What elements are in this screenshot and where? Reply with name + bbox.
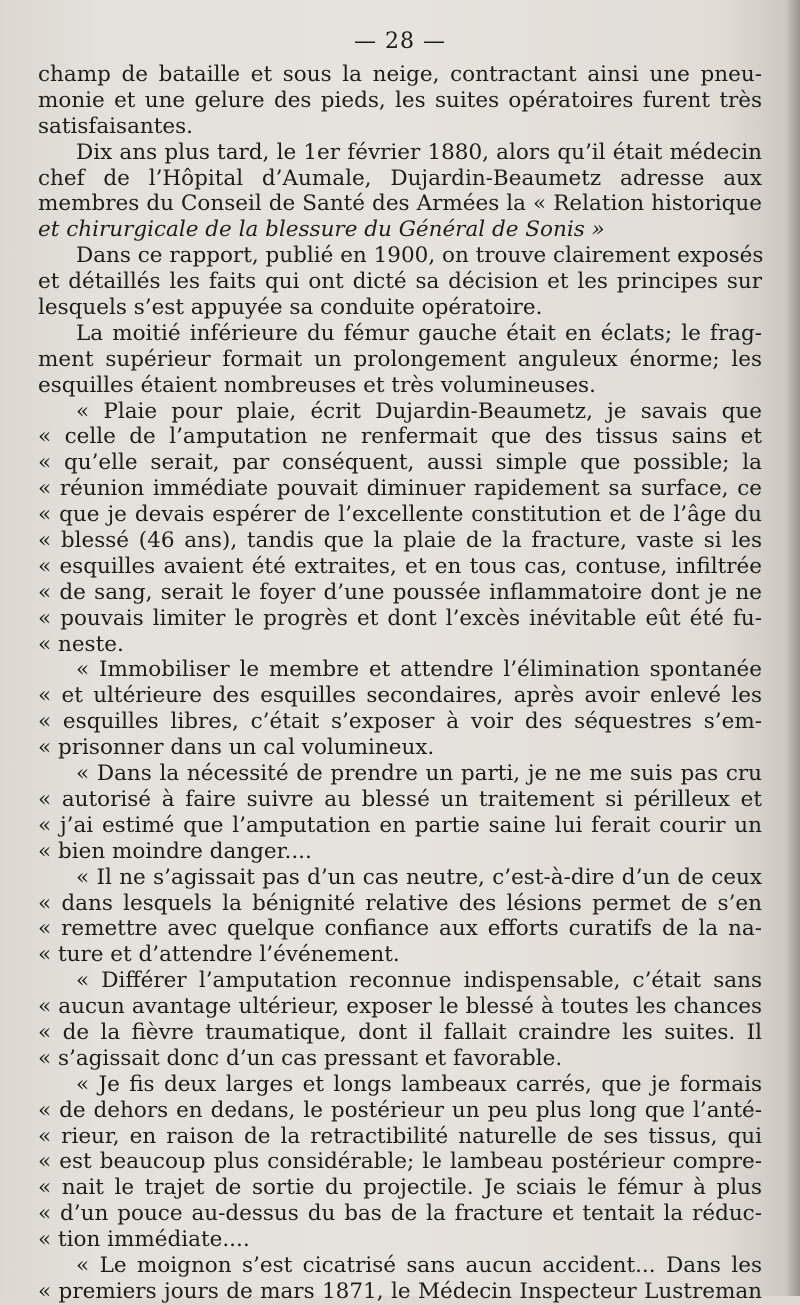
text-line: « qu’elle serait, par conséquent, aussi simple que possible; la	[38, 450, 762, 476]
text-line: « Il ne s’agissait pas d’un cas neutre, c’est-à-dire d’un de ceux	[76, 864, 762, 890]
text-line: « bien moindre danger....	[38, 838, 312, 864]
text-line: satisfaisantes.	[38, 113, 193, 139]
text-line: « de la fièvre traumatique, dont il fallait craindre les suites. Il	[38, 1019, 762, 1045]
text-line: « Plaie pour plaie, écrit Dujardin-Beaumetz, je savais que	[76, 398, 762, 424]
text-line: « Différer l’amputation reconnue indispensable, c’était sans	[76, 968, 762, 994]
text-line: « de dehors en dedans, le postérieur un peu plus long que l’anté-	[38, 1097, 762, 1123]
text-line: « autorisé à faire suivre au blessé un traitement si périlleux et	[38, 786, 762, 812]
text-line: « prisonner dans un cal volumineux.	[38, 735, 435, 761]
text-line: « Immobiliser le membre et attendre l’élimination spontanée	[76, 657, 762, 683]
text-line: « d’un pouce au-dessus du bas de la fracture et tentait la réduc-	[38, 1201, 762, 1227]
text-line: champ de bataille et sous la neige, contractant ainsi une pneu-	[38, 62, 762, 87]
text-line: La moitié inférieure du fémur gauche était en éclats; le frag-	[76, 320, 762, 346]
text-line: « que je devais espérer de l’excellente constitution et de l’âge du	[38, 502, 762, 528]
text-line: « tion immédiate....	[38, 1227, 250, 1253]
text-line: « Le moignon s’est cicatrisé sans aucun accident... Dans les	[76, 1252, 762, 1278]
text-line: et chirurgicale de la blessure du Général de Sonis »	[38, 217, 605, 243]
text-line: esquilles étaient nombreuses et très volumineuses.	[38, 372, 596, 398]
text-line: « aucun avantage ultérieur, exposer le blessé à toutes les chances	[38, 994, 762, 1020]
text-line: « esquilles libres, c’était s’exposer à voir des séquestres s’em-	[38, 709, 762, 735]
text-line: « et ultérieure des esquilles secondaires, après avoir enlevé les	[38, 683, 762, 709]
text-line: « s’agissait donc d’un cas pressant et favorable.	[38, 1045, 563, 1071]
text-line: et détaillés les faits qui ont dicté sa décision et les principes sur	[38, 269, 762, 295]
text-line: « esquilles avaient été extraites, et en tous cas, contuse, infiltrée	[38, 553, 762, 579]
text-line: « blessé (46 ans), tandis que la plaie de la fracture, vaste si les	[38, 528, 762, 554]
text-line: monie et une gelure des pieds, les suites opératoires furent très	[38, 87, 762, 113]
text-line: ment supérieur formait un prolongement anguleux énorme; les	[38, 346, 762, 372]
text-line: « ture et d’attendre l’événement.	[38, 942, 400, 968]
text-line: « j’ai estimé que l’amputation en partie saine lui ferait courir un	[38, 812, 762, 838]
text-line: « Dans la nécessité de prendre un parti, je ne me suis pas cru	[76, 761, 762, 787]
text-line: « Je fis deux larges et longs lambeaux carrés, que je formais	[76, 1071, 762, 1097]
text-line: chef de l’Hôpital d’Aumale, Dujardin-Beaumetz adresse aux	[38, 165, 762, 191]
text-line: « premiers jours de mars 1871, le Médecin Inspecteur Lustreman	[38, 1278, 762, 1304]
text-line: « de sang, serait le foyer d’une poussée inflammatoire dont je ne	[38, 579, 762, 605]
text-line: « neste.	[38, 631, 124, 657]
page-number: — 28 —	[354, 29, 446, 54]
text-line: Dans ce rapport, publié en 1900, on trouve clairement exposés	[76, 243, 764, 269]
page-edge-shadow	[786, 0, 800, 1296]
text-line: lesquels s’est appuyée sa conduite opératoire.	[38, 295, 543, 321]
text-line: membres du Conseil de Santé des Armées la « Relation historique	[38, 191, 762, 217]
text-line: « nait le trajet de sortie du projectile. Je sciais le fémur à plus	[38, 1175, 762, 1201]
body-text	[38, 62, 762, 1305]
text-line: Dix ans plus tard, le 1er février 1880, alors qu’il était médecin	[76, 139, 762, 165]
text-line: « rieur, en raison de la retractibilité naturelle de ses tissus, qui	[38, 1123, 762, 1149]
text-line: « réunion immédiate pouvait diminuer rapidement sa surface, ce	[38, 476, 762, 502]
text-line: « celle de l’amputation ne renfermait que des tissus sains et	[38, 424, 762, 450]
text-line: « pouvais limiter le progrès et dont l’excès inévitable eût été fu-	[38, 605, 762, 631]
text-line: « est beaucoup plus considérable; le lambeau postérieur compre-	[38, 1149, 762, 1175]
text-line: « remettre avec quelque confiance aux efforts curatifs de la na-	[38, 916, 762, 942]
text-line: « dans lesquels la bénignité relative des lésions permet de s’en	[38, 890, 762, 916]
